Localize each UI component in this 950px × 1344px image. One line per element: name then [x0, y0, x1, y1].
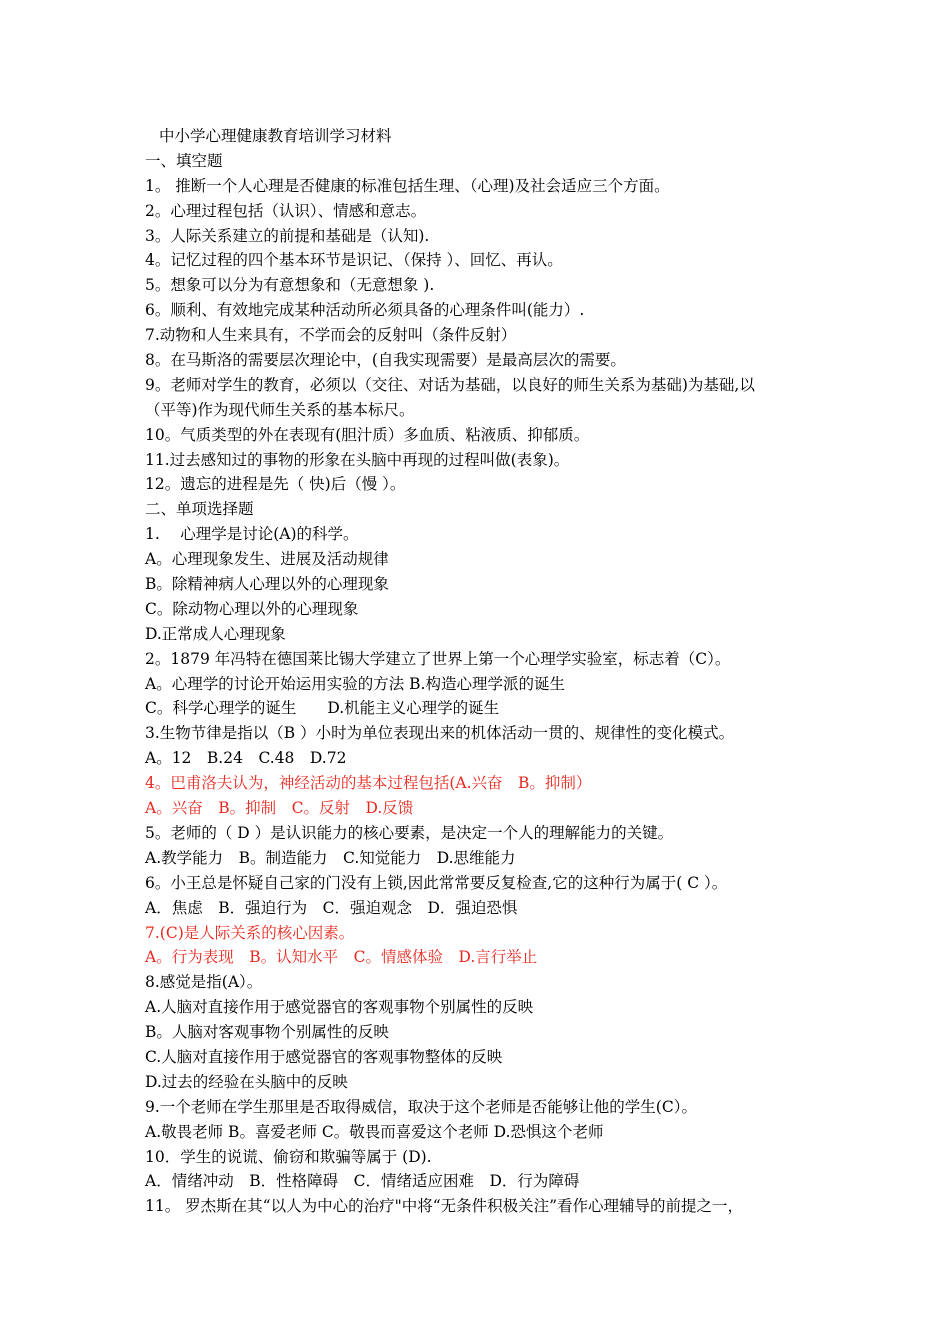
text-line: 3.生物节律是指以（B ）小时为单位表现出来的机体活动一贯的、规律性的变化模式。: [145, 724, 735, 743]
text-line: A。兴奋 B。抑制 C。反射 D.反馈: [145, 799, 414, 818]
text-line: B。除精神病人心理以外的心理现象: [145, 575, 389, 594]
text-line: 2。心理过程包括（认识）、情感和意志。: [145, 201, 427, 220]
text-line: 二、单项选择题: [145, 500, 254, 519]
text-line: 10．学生的说谎、偷窃和欺骗等属于 (D).: [145, 1147, 432, 1166]
text-line: C。科学心理学的诞生 D.机能主义心理学的诞生: [145, 699, 500, 718]
text-line: A。行为表现 B。认知水平 C。情感体验 D.言行举止: [145, 948, 538, 967]
text-line: 11。 罗杰斯在其“以人为中心的治疗"中将“无条件积极关注”看作心理辅导的前提之一，: [145, 1197, 744, 1216]
text-line: A。心理现象发生、进展及活动规律: [145, 550, 389, 569]
text-line: 8.感觉是指(A）。: [145, 973, 263, 992]
text-line: 7.动物和人生来具有，不学而会的反射叫（条件反射）: [145, 326, 517, 345]
text-line: （平等)作为现代师生关系的基本标尺。: [145, 400, 415, 419]
text-line: A．焦虑 B．强迫行为 C．强迫观念 D．强迫恐惧: [145, 898, 518, 917]
text-line: 5。想象可以分为有意想象和（无意想象 ).: [145, 276, 435, 295]
text-line: 6。顺利、有效地完成某种活动所必须具备的心理条件叫(能力）.: [145, 301, 585, 320]
text-line: A.教学能力 B。制造能力 C.知觉能力 D.思维能力: [145, 848, 516, 867]
text-line: 2。1879 年冯特在德国莱比锡大学建立了世界上第一个心理学实验室，标志着（C）。: [145, 649, 731, 668]
text-line: D.正常成人心理现象: [145, 624, 286, 643]
document-body: [145, 124, 825, 1219]
text-line: A。心理学的讨论开始运用实验的方法 B.构造心理学派的诞生: [145, 674, 565, 693]
document-title: 中小学心理健康教育培训学习材料: [159, 127, 392, 145]
text-line: 1。 推断一个人心理是否健康的标准包括生理、（心理)及社会适应三个方面。: [145, 176, 670, 195]
text-line: 11.过去感知过的事物的形象在头脑中再现的过程叫做(表象)。: [145, 450, 570, 469]
text-line: C.人脑对直接作用于感觉器官的客观事物整体的反映: [145, 1047, 503, 1066]
text-line: 1. 心理学是讨论(A)的科学。: [145, 525, 359, 544]
text-line: A．情绪冲动 B．性格障碍 C．情绪适应困难 D．行为障碍: [145, 1172, 580, 1191]
text-line: 9。老师对学生的教育，必须以（交往、对话为基础，以良好的师生关系为基础)为基础,以: [145, 375, 755, 394]
text-line: A.敬畏老师 B。喜爱老师 C。敬畏而喜爱这个老师 D.恐惧这个老师: [145, 1122, 604, 1141]
text-line: 5。老师的（ D ）是认识能力的核心要素，是决定一个人的理解能力的关键。: [145, 823, 674, 842]
text-line: A。12 B.24 C.48 D.72: [145, 749, 347, 768]
text-line: 9.一个老师在学生那里是否取得威信，取决于这个老师是否能够让他的学生(C）。: [145, 1097, 697, 1116]
text-line: 一、填空题: [145, 151, 223, 170]
text-line: 12。遗忘的进程是先（ 快)后（慢 ）。: [145, 475, 406, 494]
text-line: D.过去的经验在头脑中的反映: [145, 1072, 348, 1091]
text-line: 4。记忆过程的四个基本环节是识记、（保持 ）、回忆、再认。: [145, 251, 563, 270]
text-line: A.人脑对直接作用于感觉器官的客观事物个别属性的反映: [145, 998, 534, 1017]
text-line: 4。巴甫洛夫认为，神经活动的基本过程包括(A.兴奋 B。抑制）: [145, 774, 592, 793]
text-line: 6。小王总是怀疑自己家的门没有上锁,因此常常要反复检查,它的这种行为属于( C ）。: [145, 873, 728, 892]
text-line: 3。人际关系建立的前提和基础是（认知).: [145, 226, 430, 245]
text-line: C。除动物心理以外的心理现象: [145, 599, 359, 618]
text-line: 8。在马斯洛的需要层次理论中，(自我实现需要）是最高层次的需要。: [145, 351, 626, 370]
text-line: 10。气质类型的外在表现有(胆汁质）多血质、粘液质、抑郁质。: [145, 425, 590, 444]
text-line: B。人脑对客观事物个别属性的反映: [145, 1023, 389, 1042]
text-line: 7.(C)是人际关系的核心因素。: [145, 923, 355, 942]
